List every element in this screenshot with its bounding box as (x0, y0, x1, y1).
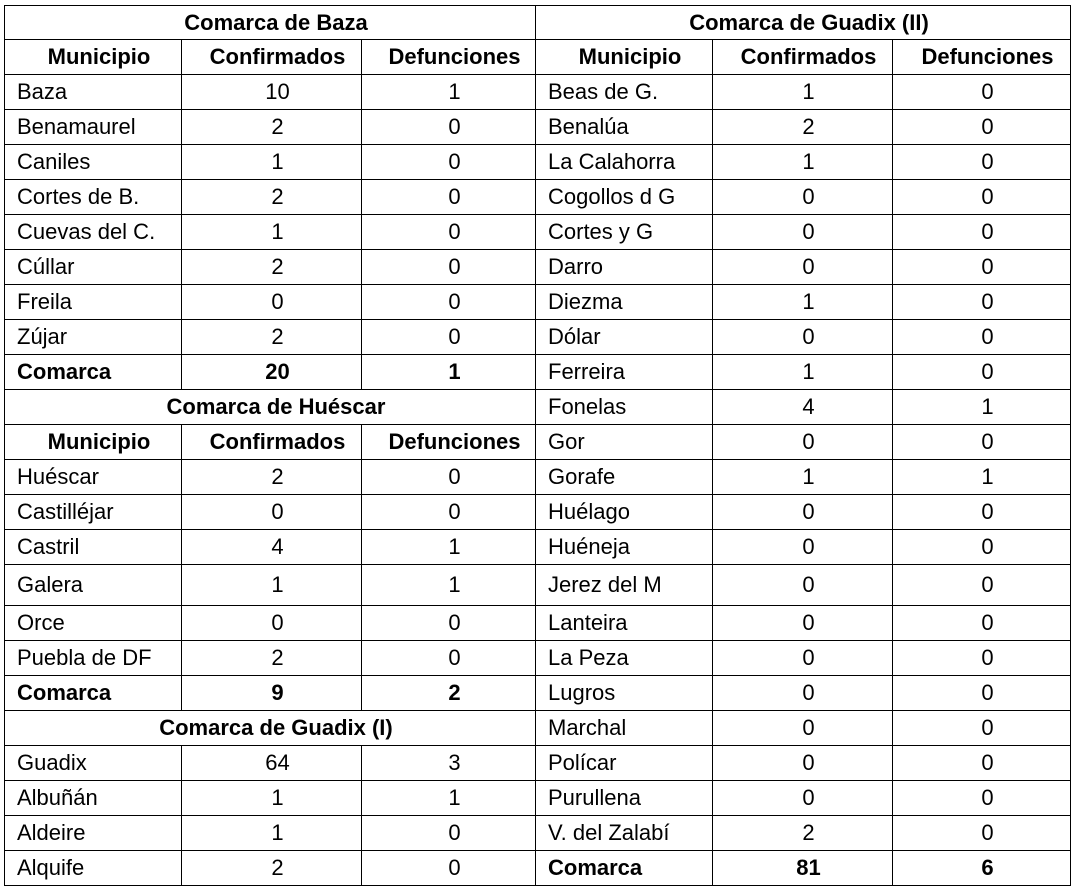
left-comarca-total-defunciones: 1 (362, 355, 536, 390)
right-confirmados-cell: 1 (713, 355, 893, 390)
right-defunciones-cell: 0 (893, 320, 1071, 355)
left-confirmados-cell: 2 (182, 180, 362, 215)
left-municipio-cell: Puebla de DF (5, 641, 182, 676)
left-defunciones-cell: 0 (362, 110, 536, 145)
left-defunciones-cell: 0 (362, 215, 536, 250)
left-defunciones-cell: 1 (362, 530, 536, 565)
right-defunciones-cell: 0 (893, 180, 1071, 215)
left-defunciones-cell: 0 (362, 641, 536, 676)
right-municipio-cell: Lanteira (536, 606, 713, 641)
right-defunciones-cell: 0 (893, 676, 1071, 711)
right-confirmados-cell: 0 (713, 180, 893, 215)
table-body (5, 6, 1071, 886)
right-municipio-cell: V. del Zalabí (536, 816, 713, 851)
right-confirmados-cell: 0 (713, 495, 893, 530)
right-confirmados-cell: 0 (713, 676, 893, 711)
right-municipio-cell: Benalúa (536, 110, 713, 145)
left-defunciones-cell: 0 (362, 180, 536, 215)
left-confirmados-cell: 0 (182, 495, 362, 530)
table-row (5, 641, 1071, 676)
table-row (5, 746, 1071, 781)
table-row (5, 851, 1071, 886)
left-defunciones-cell: 1 (362, 781, 536, 816)
left-confirmados-cell: 4 (182, 530, 362, 565)
left-confirmados-cell: 1 (182, 215, 362, 250)
table-row (5, 606, 1071, 641)
covid-municipal-table (4, 5, 1071, 886)
left-confirmados-cell: 1 (182, 816, 362, 851)
right-confirmados-cell: 4 (713, 390, 893, 425)
right-section-title: Comarca de Guadix (II) (536, 6, 1071, 40)
left-confirmados-cell: 64 (182, 746, 362, 781)
left-confirmados-cell: 1 (182, 145, 362, 180)
left-confirmados-cell: 1 (182, 781, 362, 816)
table-row (5, 711, 1071, 746)
left-defunciones-cell: 0 (362, 816, 536, 851)
right-header-municipio: Municipio (536, 40, 713, 75)
left-defunciones-cell: 0 (362, 851, 536, 886)
left-defunciones-cell: 1 (362, 75, 536, 110)
right-confirmados-cell: 0 (713, 320, 893, 355)
right-confirmados-cell: 2 (713, 816, 893, 851)
left-municipio-cell: Aldeire (5, 816, 182, 851)
left-header-municipio: Municipio (5, 425, 182, 460)
left-municipio-cell: Albuñán (5, 781, 182, 816)
right-comarca-total-confirmados: 81 (713, 851, 893, 886)
left-defunciones-cell: 0 (362, 250, 536, 285)
left-municipio-cell: Cúllar (5, 250, 182, 285)
right-municipio-cell: Cortes y G (536, 215, 713, 250)
right-defunciones-cell: 0 (893, 641, 1071, 676)
right-confirmados-cell: 0 (713, 606, 893, 641)
left-comarca-total-defunciones: 2 (362, 676, 536, 711)
left-municipio-cell: Huéscar (5, 460, 182, 495)
left-municipio-cell: Alquife (5, 851, 182, 886)
right-municipio-cell: Cogollos d G (536, 180, 713, 215)
table-row (5, 781, 1071, 816)
left-section-title: Comarca de Guadix (I) (5, 711, 536, 746)
table-row (5, 460, 1071, 495)
right-defunciones-cell: 0 (893, 746, 1071, 781)
left-defunciones-cell: 3 (362, 746, 536, 781)
left-header-defunciones: Defunciones (362, 425, 536, 460)
left-municipio-cell: Castilléjar (5, 495, 182, 530)
right-defunciones-cell: 0 (893, 781, 1071, 816)
left-section-title: Comarca de Huéscar (5, 390, 536, 425)
table-row (5, 816, 1071, 851)
right-municipio-cell: Ferreira (536, 355, 713, 390)
left-confirmados-cell: 0 (182, 606, 362, 641)
table-row (5, 495, 1071, 530)
left-municipio-cell: Cuevas del C. (5, 215, 182, 250)
right-defunciones-cell: 0 (893, 495, 1071, 530)
right-defunciones-cell: 0 (893, 606, 1071, 641)
right-municipio-cell: Huélago (536, 495, 713, 530)
right-defunciones-cell: 0 (893, 110, 1071, 145)
table-row (5, 180, 1071, 215)
left-confirmados-cell: 2 (182, 110, 362, 145)
right-municipio-cell: Gor (536, 425, 713, 460)
right-header-defunciones: Defunciones (893, 40, 1071, 75)
right-defunciones-cell: 0 (893, 425, 1071, 460)
left-municipio-cell: Benamaurel (5, 110, 182, 145)
right-defunciones-cell: 1 (893, 460, 1071, 495)
right-municipio-cell: Jerez del M (536, 565, 713, 606)
left-municipio-cell: Zújar (5, 320, 182, 355)
right-defunciones-cell: 0 (893, 145, 1071, 180)
right-header-confirmados: Confirmados (713, 40, 893, 75)
left-header-municipio: Municipio (5, 40, 182, 75)
left-municipio-cell: Baza (5, 75, 182, 110)
left-municipio-cell: Freila (5, 285, 182, 320)
table-row (5, 40, 1071, 75)
right-confirmados-cell: 0 (713, 746, 893, 781)
table-row (5, 425, 1071, 460)
right-confirmados-cell: 0 (713, 530, 893, 565)
left-municipio-cell: Castril (5, 530, 182, 565)
right-municipio-cell: Fonelas (536, 390, 713, 425)
right-defunciones-cell: 0 (893, 250, 1071, 285)
left-confirmados-cell: 2 (182, 250, 362, 285)
right-municipio-cell: Purullena (536, 781, 713, 816)
right-defunciones-cell: 0 (893, 565, 1071, 606)
right-municipio-cell: La Peza (536, 641, 713, 676)
right-confirmados-cell: 1 (713, 460, 893, 495)
left-defunciones-cell: 0 (362, 285, 536, 320)
left-municipio-cell: Orce (5, 606, 182, 641)
table-row (5, 215, 1071, 250)
right-defunciones-cell: 1 (893, 390, 1071, 425)
left-defunciones-cell: 0 (362, 320, 536, 355)
left-header-defunciones: Defunciones (362, 40, 536, 75)
right-comarca-total-label: Comarca (536, 851, 713, 886)
right-defunciones-cell: 0 (893, 816, 1071, 851)
left-comarca-total-confirmados: 20 (182, 355, 362, 390)
right-municipio-cell: Huéneja (536, 530, 713, 565)
right-municipio-cell: Diezma (536, 285, 713, 320)
table-row (5, 390, 1071, 425)
right-confirmados-cell: 0 (713, 215, 893, 250)
table-row (5, 250, 1071, 285)
left-section-title: Comarca de Baza (5, 6, 536, 40)
right-confirmados-cell: 1 (713, 285, 893, 320)
left-confirmados-cell: 2 (182, 320, 362, 355)
left-defunciones-cell: 0 (362, 460, 536, 495)
right-municipio-cell: Marchal (536, 711, 713, 746)
right-confirmados-cell: 0 (713, 711, 893, 746)
right-confirmados-cell: 0 (713, 250, 893, 285)
right-defunciones-cell: 0 (893, 355, 1071, 390)
left-comarca-total-label: Comarca (5, 355, 182, 390)
left-comarca-total-label: Comarca (5, 676, 182, 711)
left-defunciones-cell: 0 (362, 606, 536, 641)
left-confirmados-cell: 1 (182, 565, 362, 606)
table-row (5, 110, 1071, 145)
left-header-confirmados: Confirmados (182, 425, 362, 460)
right-municipio-cell: Beas de G. (536, 75, 713, 110)
right-municipio-cell: Darro (536, 250, 713, 285)
right-defunciones-cell: 0 (893, 215, 1071, 250)
right-confirmados-cell: 1 (713, 75, 893, 110)
right-municipio-cell: Dólar (536, 320, 713, 355)
left-confirmados-cell: 2 (182, 641, 362, 676)
table-row (5, 75, 1071, 110)
left-defunciones-cell: 0 (362, 495, 536, 530)
left-confirmados-cell: 2 (182, 460, 362, 495)
right-confirmados-cell: 0 (713, 641, 893, 676)
left-municipio-cell: Guadix (5, 746, 182, 781)
left-municipio-cell: Cortes de B. (5, 180, 182, 215)
left-header-confirmados: Confirmados (182, 40, 362, 75)
right-defunciones-cell: 0 (893, 75, 1071, 110)
left-defunciones-cell: 0 (362, 145, 536, 180)
left-comarca-total-confirmados: 9 (182, 676, 362, 711)
table-row (5, 530, 1071, 565)
left-defunciones-cell: 1 (362, 565, 536, 606)
right-confirmados-cell: 0 (713, 565, 893, 606)
left-confirmados-cell: 0 (182, 285, 362, 320)
right-municipio-cell: Gorafe (536, 460, 713, 495)
table-row (5, 6, 1071, 40)
right-defunciones-cell: 0 (893, 285, 1071, 320)
left-confirmados-cell: 2 (182, 851, 362, 886)
table-row (5, 320, 1071, 355)
right-comarca-total-defunciones: 6 (893, 851, 1071, 886)
table-row (5, 676, 1071, 711)
table-row (5, 355, 1071, 390)
right-municipio-cell: La Calahorra (536, 145, 713, 180)
table-row (5, 285, 1071, 320)
table-row (5, 145, 1071, 180)
left-municipio-cell: Galera (5, 565, 182, 606)
left-municipio-cell: Caniles (5, 145, 182, 180)
right-confirmados-cell: 2 (713, 110, 893, 145)
left-confirmados-cell: 10 (182, 75, 362, 110)
right-confirmados-cell: 0 (713, 425, 893, 460)
right-defunciones-cell: 0 (893, 711, 1071, 746)
right-confirmados-cell: 1 (713, 145, 893, 180)
table-row (5, 565, 1071, 606)
right-confirmados-cell: 0 (713, 781, 893, 816)
right-municipio-cell: Polícar (536, 746, 713, 781)
right-municipio-cell: Lugros (536, 676, 713, 711)
right-defunciones-cell: 0 (893, 530, 1071, 565)
